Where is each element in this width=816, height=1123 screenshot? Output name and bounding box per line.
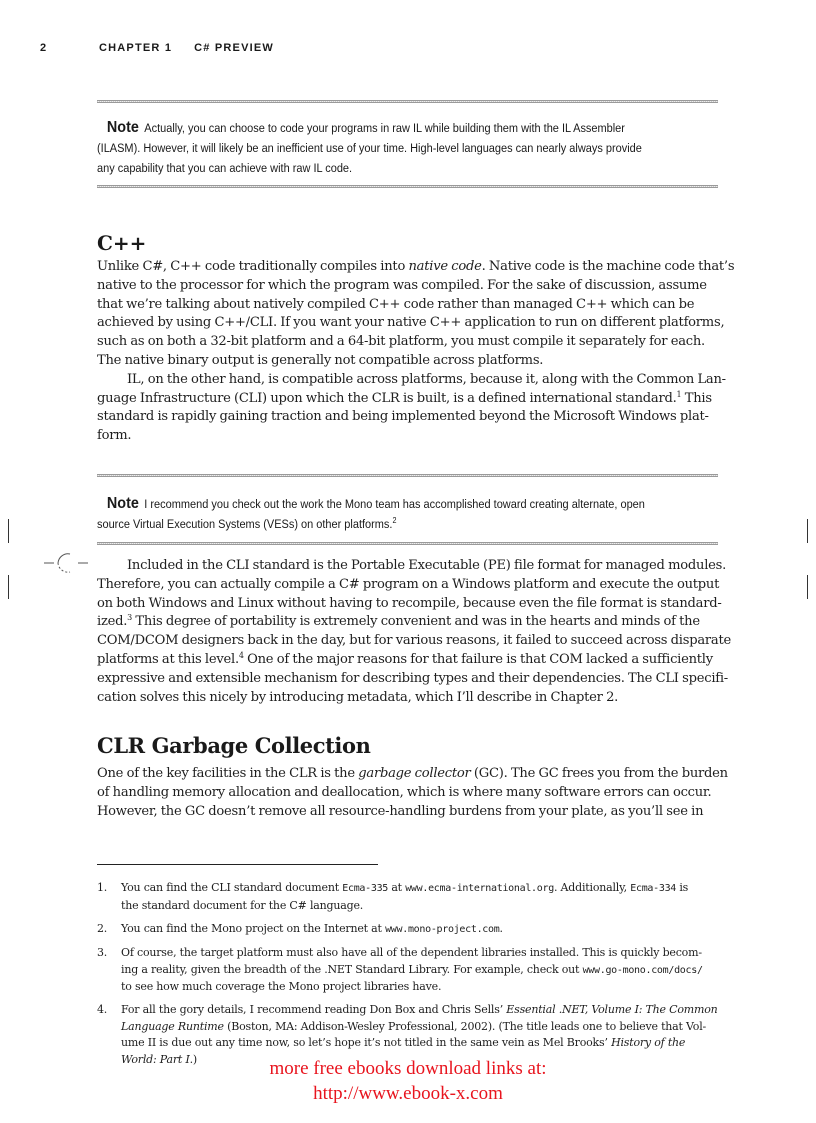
- text-line: form.: [97, 428, 132, 444]
- text-line: IL, on the other hand, is compatible across platforms, because it, along with the Common Lan-: [127, 371, 726, 387]
- note-box-mono: [97, 494, 718, 534]
- text-line: The native binary output is generally not compatible across platforms.: [97, 352, 544, 368]
- footnote-ref-1[interactable]: 1: [676, 389, 682, 399]
- text: .): [189, 1052, 197, 1066]
- text: (GC). The GC frees you from the burden: [470, 766, 728, 781]
- note-label: Note: [106, 495, 139, 512]
- text: at: [388, 881, 406, 894]
- promo-text: more free ebooks download links at:: [269, 1058, 547, 1079]
- footnote-number: 3.: [97, 946, 108, 959]
- text-line: that we’re talking about natively compiled C++ code rather than managed C++ which can be: [97, 296, 695, 312]
- text: For all the gory details, I recommend reading Don Box and Chris Sells’: [121, 1003, 507, 1016]
- text-line: COM/DCOM designers back in the day, but for various reasons, it failed to succeed across disparate: [97, 633, 731, 649]
- page-number: 2: [40, 42, 48, 54]
- note-box-ilasm: [97, 118, 718, 178]
- text: ized.: [97, 614, 128, 630]
- text: .: [499, 922, 503, 935]
- text-line: cation solves this nicely by introducing metadata, which I’ll describe in Chapter 2.: [97, 689, 619, 705]
- text-line: to see how much coverage the Mono project libraries have.: [121, 980, 442, 993]
- text: One of the key facilities in the CLR is the: [97, 766, 359, 781]
- note-rule-top: [97, 100, 718, 103]
- footnote-ref-4[interactable]: 4: [238, 650, 244, 660]
- text: You can find the Mono project on the Internet at: [121, 922, 386, 935]
- code-ecma-334: Ecma-334: [630, 883, 677, 894]
- text: . Additionally,: [553, 881, 631, 894]
- book-title: Essential .NET, Volume I: The Common: [506, 1003, 718, 1016]
- note-text: (ILASM). However, it will likely be an inefficient use of your time. High-level languages can nearly always provide: [97, 141, 642, 155]
- chapter-label: CHAPTER 1: [99, 42, 173, 54]
- text: You can find the CLI standard document: [121, 881, 343, 894]
- text-line: such as on both a 32-bit platform and a 64-bit platform, you must compile it separately for each.: [97, 334, 705, 350]
- promo-link[interactable]: http://www.ebook-x.com: [313, 1083, 503, 1104]
- cli-paragraph: [97, 557, 731, 707]
- footnote-ref-2[interactable]: 2: [392, 516, 397, 525]
- gc-paragraph: [97, 765, 728, 821]
- text: . Native code is the machine code that’s: [481, 259, 735, 274]
- chapter-title: [99, 42, 274, 54]
- emphasis-garbage-collector: garbage collector: [358, 766, 471, 781]
- book-title: Language Runtime: [121, 1019, 224, 1033]
- text-line: standard is rapidly gaining traction and being implemented beyond the Microsoft Windows plat-: [97, 409, 709, 425]
- chapter-name: C# PREVIEW: [194, 42, 275, 54]
- link-go-mono-docs[interactable]: www.go-mono.com/docs/: [582, 964, 703, 976]
- footnote-number: 1.: [97, 881, 108, 894]
- note-text: source Virtual Execution Systems (VESs) on other platforms.: [97, 517, 393, 531]
- cpp-paragraph: [97, 258, 735, 446]
- text-line: However, the GC doesn’t remove all resource-handling burdens from your plate, as you’ll see in: [97, 803, 704, 819]
- footnote-number: 4.: [97, 1003, 108, 1016]
- text-line: Therefore, you can actually compile a C# program on a Windows platform and execute the output: [97, 576, 720, 592]
- film-title: History of the: [611, 1036, 686, 1049]
- crop-mark-right: [807, 575, 808, 599]
- text: is: [676, 881, 689, 894]
- emphasis-native-code: native code: [408, 259, 482, 274]
- note-rule-bottom: [97, 185, 718, 188]
- text: Unlike C#, C++ code traditionally compiles into: [97, 259, 409, 274]
- note-text: any capability that you can achieve with raw IL code.: [97, 161, 353, 175]
- section-heading-gc: CLR Garbage Collection: [97, 733, 371, 758]
- text: This: [681, 390, 712, 406]
- text: guage Infrastructure (CLI) upon which the CLR is built, is a defined international standard.: [97, 390, 677, 406]
- text-line: Of course, the target platform must also have all of the dependent libraries installed. This is quickly becom-: [121, 946, 702, 959]
- text: ume II is due out any time now, so let’s hope it’s not titled in the same vein as Mel Brooks’: [121, 1036, 612, 1049]
- text: (Boston, MA: Addison-Wesley Professional, 2002). (The title leads one to believe that Vol-: [223, 1019, 707, 1033]
- section-heading-cpp: C++: [97, 231, 147, 255]
- text-line: Included in the CLI standard is the Portable Executable (PE) file format for managed modules.: [127, 558, 727, 573]
- footnote-rule: [97, 864, 378, 865]
- code-ecma-335: Ecma-335: [342, 883, 389, 894]
- text: ing a reality, given the breadth of the .NET Standard Library. For example, check out: [121, 962, 583, 976]
- text-line: native to the processor for which the program was compiled. For the sake of discussion, assume: [97, 277, 707, 293]
- crop-mark-right: [807, 519, 808, 543]
- footnote-ref-3[interactable]: 3: [127, 613, 132, 623]
- text-line: achieved by using C++/CLI. If you want your native C++ application to run on different platforms,: [97, 315, 725, 331]
- text-line: on both Windows and Linux without having to recompile, because even the file format is standard-: [97, 595, 722, 611]
- film-title: World: Part I: [121, 1052, 190, 1066]
- note-label: Note: [106, 119, 139, 136]
- text: One of the major reasons for that failure is that COM lacked a sufficiently: [243, 651, 713, 667]
- text-line: the standard document for the C# language.: [121, 898, 364, 912]
- footnote-number: 2.: [97, 922, 108, 935]
- link-mono-project[interactable]: www.mono-project.com: [385, 924, 500, 935]
- note-rule-bottom: [97, 542, 718, 545]
- link-ecma-international[interactable]: www.ecma-international.org: [405, 883, 554, 894]
- crop-mark-left: [8, 519, 9, 543]
- note-text: I recommend you check out the work the Mono team has accomplished toward creating alternate, open: [144, 497, 645, 511]
- note-text: Actually, you can choose to code your programs in raw IL while building them with the IL Assembler: [144, 121, 625, 135]
- text: This degree of portability is extremely convenient and was in the hearts and minds of the: [131, 614, 700, 630]
- crop-mark-left: [8, 575, 9, 599]
- text: platforms at this level.: [97, 651, 239, 667]
- text-line: expressive and extensible mechanism for describing types and their dependencies. The CLI specifi-: [97, 670, 728, 686]
- registration-mark-icon: [44, 550, 92, 576]
- text-line: of handling memory allocation and deallocation, which is where many software errors can occur.: [97, 784, 712, 800]
- note-rule-top: [97, 474, 718, 477]
